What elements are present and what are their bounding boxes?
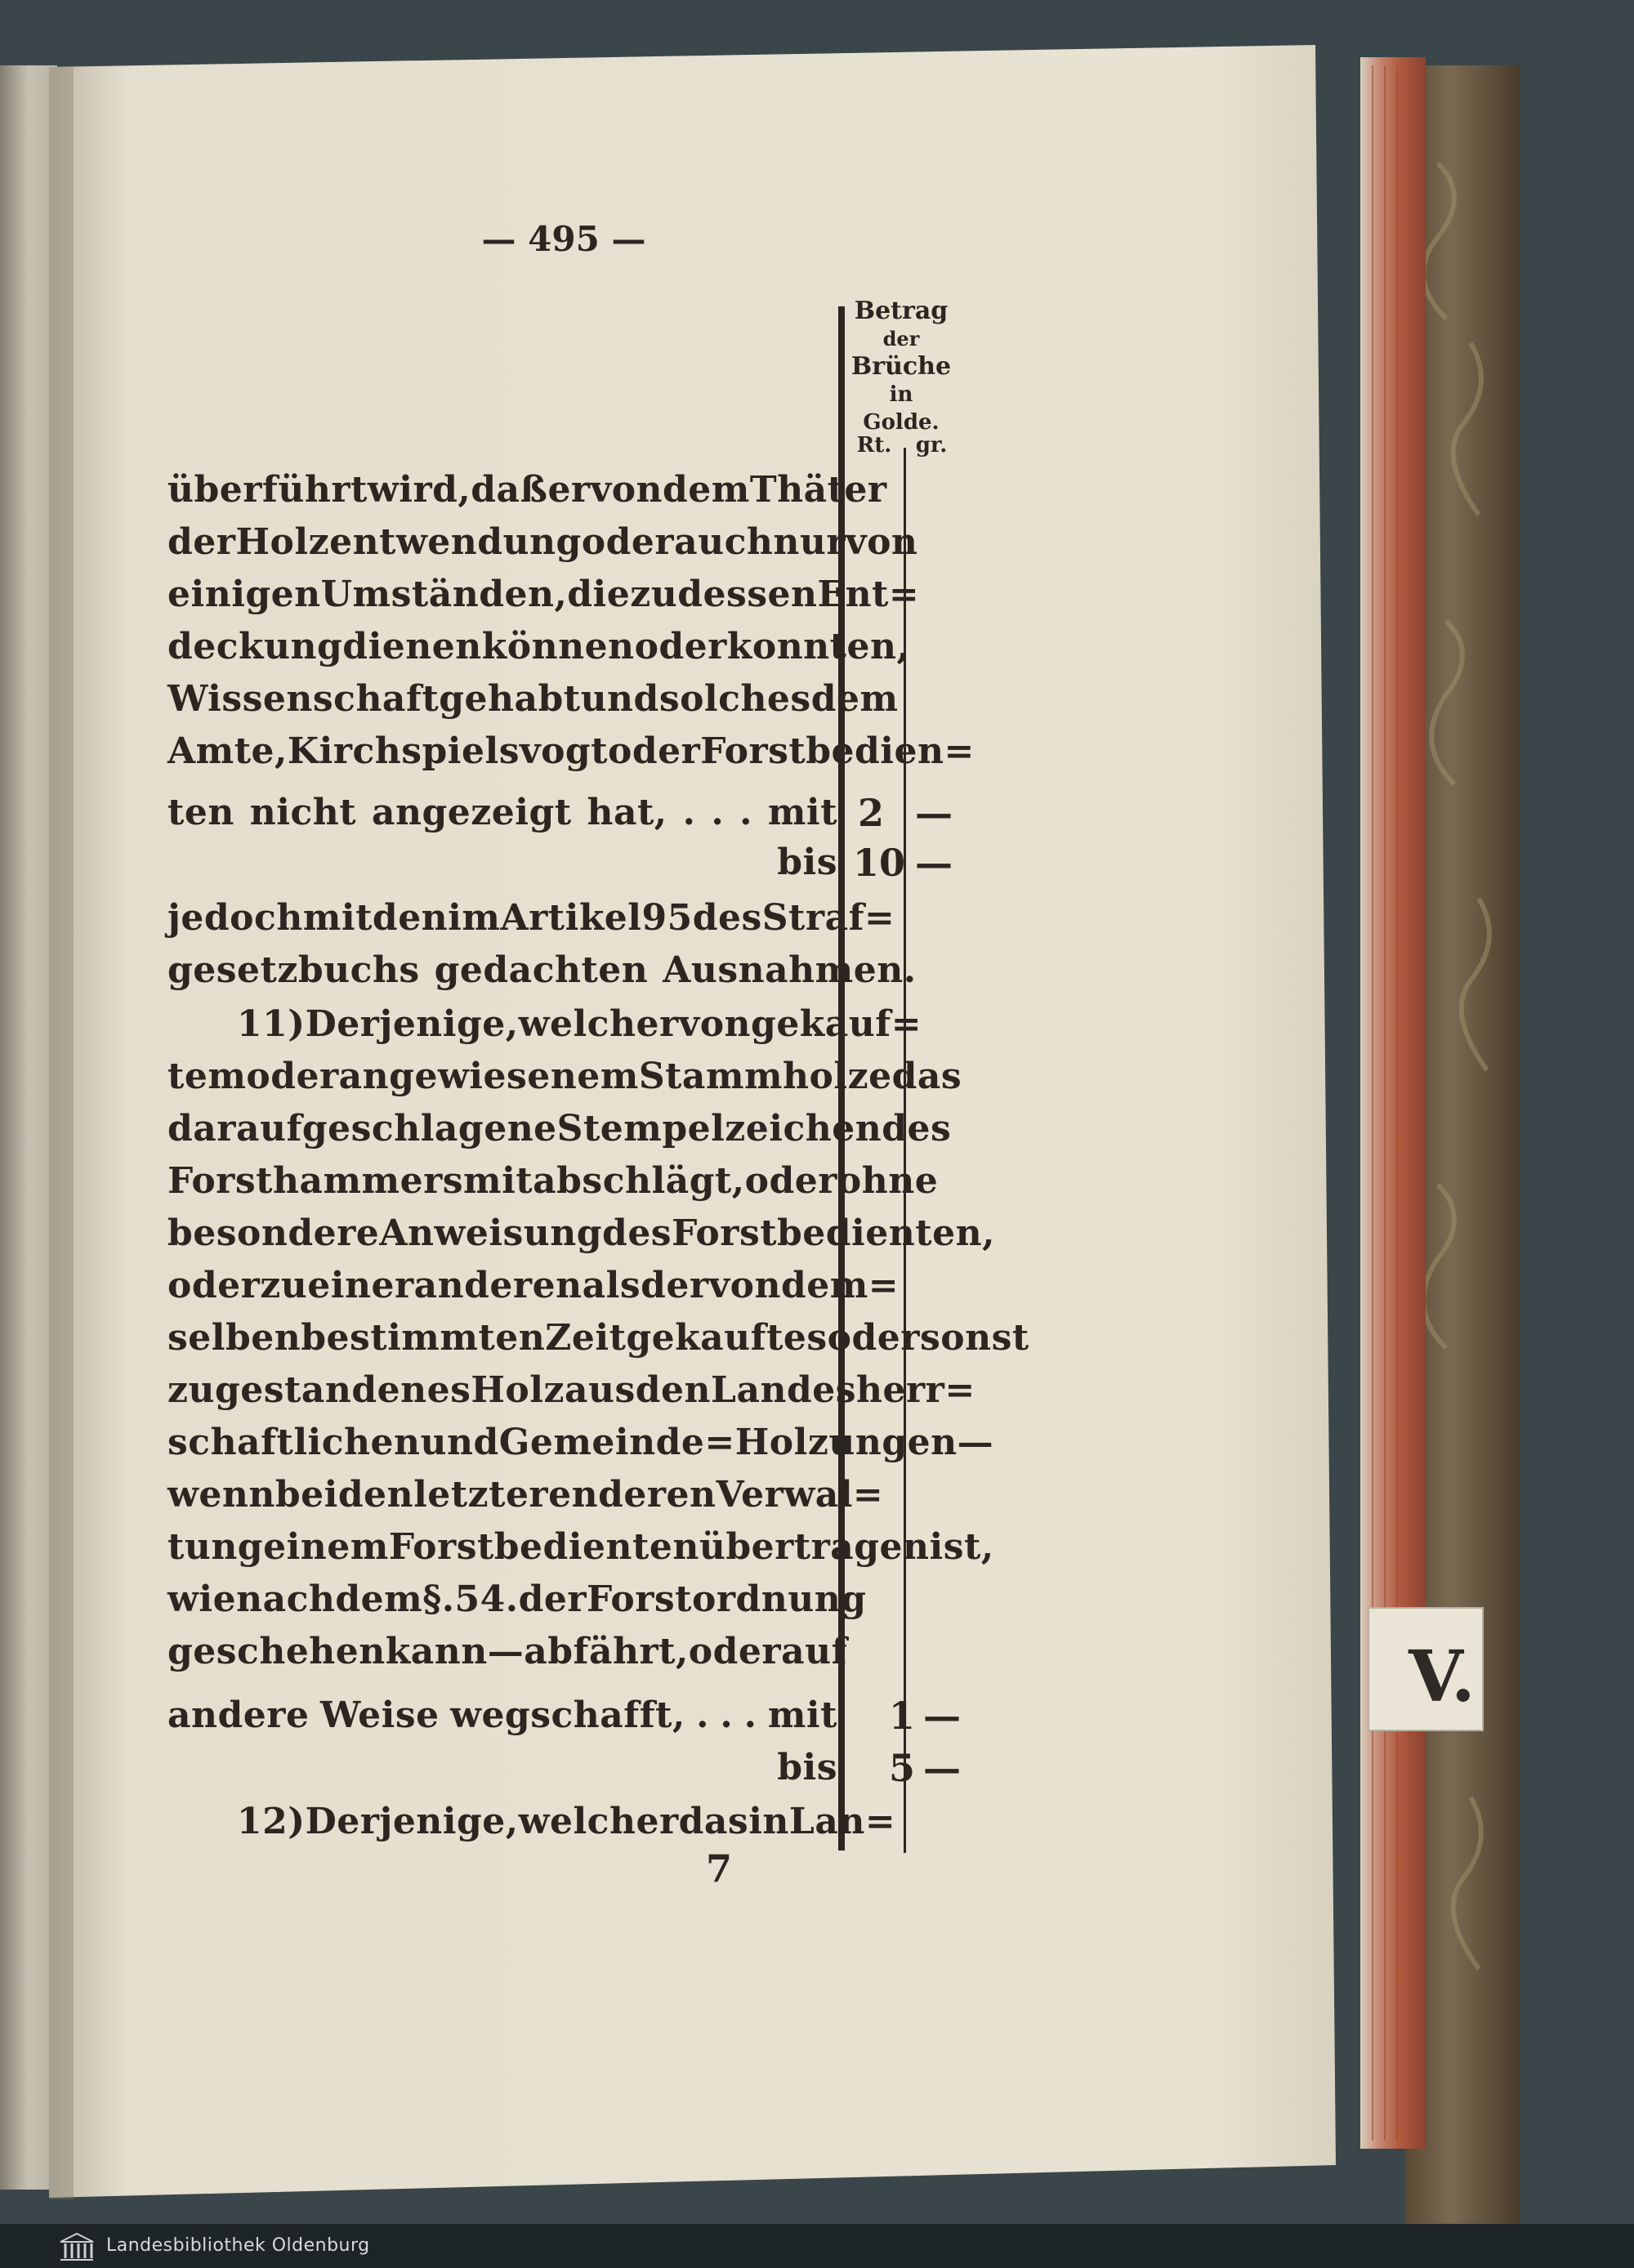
- word: dem: [335, 1578, 423, 1620]
- word: gekauf=: [751, 1003, 922, 1045]
- word: deren: [598, 1474, 717, 1516]
- word: oder: [744, 1160, 837, 1202]
- word: .: [743, 1694, 757, 1736]
- word: das: [678, 1801, 749, 1842]
- library-name: Landesbibliothek Oldenburg: [106, 2235, 370, 2256]
- library-logo-icon: [57, 2230, 96, 2263]
- amount-gr: —: [915, 791, 953, 835]
- word: hat,: [587, 792, 667, 833]
- word: zugestandenes: [167, 1369, 471, 1411]
- text-line: [167, 1469, 884, 1521]
- word: bei: [275, 1474, 338, 1516]
- word: Landesherr=: [711, 1369, 975, 1411]
- text-line: [167, 1051, 962, 1103]
- word: Derjenige,: [305, 1003, 519, 1045]
- text-line: [167, 1364, 975, 1417]
- word: Lan=: [788, 1801, 896, 1842]
- word: Derjenige,: [305, 1801, 519, 1842]
- word: des: [882, 1108, 952, 1150]
- word: als: [582, 1265, 641, 1306]
- word: gehabt: [439, 678, 581, 720]
- word: den: [372, 897, 449, 939]
- word: angezeigt: [372, 792, 572, 833]
- word: von: [846, 521, 918, 563]
- word: das: [891, 1056, 962, 1097]
- word: des: [602, 1212, 672, 1254]
- word: anderen: [413, 1265, 583, 1306]
- word: in: [748, 1801, 789, 1842]
- column-title: [848, 297, 954, 436]
- word: bis: [777, 1747, 837, 1788]
- word: oder: [246, 1056, 339, 1097]
- word: Umständen,: [320, 574, 568, 615]
- word: bis: [777, 842, 837, 883]
- word: des: [692, 897, 762, 939]
- text-line: [167, 516, 918, 569]
- word: er: [547, 469, 591, 511]
- text-line: [167, 1690, 837, 1742]
- text-line: [167, 787, 837, 839]
- word: dessen: [677, 574, 818, 615]
- word: aus: [564, 1369, 636, 1411]
- text-line: [167, 1260, 900, 1312]
- word: zu: [260, 1265, 308, 1306]
- word: abschlägt,: [533, 1160, 745, 1202]
- word: Holz: [471, 1369, 565, 1411]
- word: der: [518, 1578, 587, 1620]
- word: .: [711, 792, 725, 833]
- word: oder: [688, 1631, 782, 1672]
- word: der: [641, 1265, 709, 1306]
- amount-gr: —: [923, 1694, 961, 1738]
- word: andere: [167, 1694, 310, 1736]
- word: Gemeinde=Holzungen: [498, 1422, 958, 1463]
- word: und: [420, 1422, 499, 1463]
- word: die: [567, 574, 631, 615]
- word: oder: [167, 1265, 261, 1306]
- word: schaftlichen: [167, 1422, 421, 1463]
- text-line: [167, 1417, 994, 1469]
- word: nur: [773, 521, 846, 563]
- word: abfährt,: [524, 1631, 689, 1672]
- word: 11): [237, 1003, 306, 1045]
- word: angewiesenem: [338, 1056, 639, 1097]
- text-line: [167, 464, 887, 516]
- word: geschehen: [167, 1631, 386, 1672]
- word: nicht: [249, 792, 357, 833]
- word: Holzentwendung: [235, 521, 582, 563]
- text-line: [167, 837, 837, 889]
- word: dem=: [780, 1265, 900, 1306]
- amount-rt: 1: [889, 1694, 916, 1738]
- word: solches: [659, 678, 811, 720]
- word: und: [580, 678, 659, 720]
- word: Amte,: [167, 730, 288, 772]
- word: besondere: [167, 1212, 380, 1254]
- word: bestimmten: [301, 1317, 546, 1359]
- word: Wissenschaft: [167, 678, 440, 720]
- word: kann: [385, 1631, 488, 1672]
- word: .: [696, 1694, 709, 1736]
- word: Ausnahmen.: [663, 949, 917, 991]
- word: mit: [463, 1160, 534, 1202]
- word: mit: [767, 792, 837, 833]
- word: 12): [237, 1801, 306, 1842]
- text-line: [237, 1796, 896, 1848]
- word: Kirchspielsvogt: [287, 730, 608, 772]
- word: —: [487, 1631, 525, 1672]
- word: oder: [581, 521, 675, 563]
- word: Forstbedienten: [388, 1526, 699, 1568]
- word: tem: [167, 1056, 247, 1097]
- column-gr-header: gr.: [915, 433, 948, 458]
- column-rt-header: Rt.: [856, 433, 892, 458]
- text-line: [167, 673, 899, 725]
- text-line: [167, 569, 920, 621]
- word: auf: [781, 1631, 848, 1672]
- word: den: [635, 1369, 712, 1411]
- word: mit: [302, 897, 373, 939]
- text-line: [237, 998, 922, 1051]
- column-title-line: der: [882, 327, 920, 350]
- text-line: [167, 892, 895, 944]
- word: gekauftes: [626, 1317, 828, 1359]
- text-line: [167, 621, 910, 673]
- text-line: [167, 1312, 1029, 1364]
- word: den: [337, 1474, 414, 1516]
- word: .: [682, 792, 696, 833]
- word: dem: [663, 469, 750, 511]
- text-line: [167, 1208, 995, 1260]
- word: von: [708, 1265, 781, 1306]
- text-line: [167, 1103, 952, 1155]
- word: gedachten: [434, 949, 649, 991]
- text-line: [167, 1742, 837, 1794]
- word: auch: [674, 521, 774, 563]
- word: ist,: [929, 1526, 994, 1568]
- word: überführt: [167, 469, 368, 511]
- word: §.: [422, 1578, 455, 1620]
- word: von: [590, 469, 663, 511]
- word: zu: [630, 574, 678, 615]
- word: welcher: [518, 1003, 679, 1045]
- word: einer: [307, 1265, 414, 1306]
- word: Ent=: [817, 574, 920, 615]
- word: 95: [641, 897, 693, 939]
- column-title-line: Brüche: [850, 352, 952, 381]
- word: dienen: [342, 626, 482, 667]
- word: können: [481, 626, 635, 667]
- amount-rt: 5: [889, 1746, 916, 1790]
- amount-gr: —: [915, 841, 953, 885]
- text-line: [167, 1626, 848, 1678]
- catchword: 7: [705, 1846, 732, 1891]
- word: ten: [167, 792, 234, 833]
- text-line: [167, 944, 917, 997]
- word: daß: [471, 469, 548, 511]
- word: oder: [827, 1317, 920, 1359]
- amount-rt: 2: [858, 791, 885, 835]
- word: Artikel: [500, 897, 642, 939]
- word: Forsthammers: [167, 1160, 464, 1202]
- amount-gr: —: [923, 1746, 961, 1790]
- word: Forstbedien=: [700, 730, 975, 772]
- word: mit: [767, 1694, 837, 1736]
- word: nach: [236, 1578, 336, 1620]
- word: Zeit: [545, 1317, 627, 1359]
- word: Anweisung: [379, 1212, 603, 1254]
- word: wenn: [167, 1474, 275, 1516]
- word: oder: [608, 730, 701, 772]
- word: wie: [167, 1578, 237, 1620]
- word: .: [739, 792, 752, 833]
- page-number: — 495 —: [481, 219, 646, 259]
- word: geschlagene: [301, 1108, 557, 1150]
- amount-rt: 10: [853, 841, 906, 885]
- word: Stempelzeichen: [556, 1108, 882, 1150]
- word: gesetzbuchs: [167, 949, 420, 991]
- word: konnten,: [726, 626, 910, 667]
- word: tung: [167, 1526, 264, 1568]
- column-title-line: in Golde.: [863, 382, 940, 435]
- word: darauf: [167, 1108, 302, 1150]
- word: dem: [810, 678, 899, 720]
- word: wegschafft,: [450, 1694, 685, 1736]
- word: Verwal=: [716, 1474, 884, 1516]
- word: welcher: [518, 1801, 679, 1842]
- word: 54.: [454, 1578, 519, 1620]
- word: der: [167, 521, 236, 563]
- word: ohne: [837, 1160, 939, 1202]
- word: einigen: [167, 574, 321, 615]
- word: Forstbedienten,: [672, 1212, 995, 1254]
- word: sonst: [919, 1317, 1029, 1359]
- text-line: [167, 1574, 867, 1626]
- word: selben: [167, 1317, 301, 1359]
- word: übertragen: [699, 1526, 930, 1568]
- word: oder: [634, 626, 727, 667]
- word: Thäter: [749, 469, 887, 511]
- word: Stammholze: [638, 1056, 892, 1097]
- text-line: [167, 1155, 939, 1208]
- word: einem: [263, 1526, 389, 1568]
- word: .: [720, 1694, 734, 1736]
- volume-tab-label: V.: [1409, 1636, 1476, 1718]
- word: —: [957, 1422, 994, 1463]
- word: wird,: [367, 469, 471, 511]
- word: deckung: [167, 626, 343, 667]
- word: Forstordnung: [587, 1578, 867, 1620]
- word: letzteren: [413, 1474, 599, 1516]
- text-line: [167, 1521, 994, 1574]
- text-line: [167, 725, 975, 778]
- word: Straf=: [761, 897, 895, 939]
- column-title-line: Betrag: [854, 297, 949, 325]
- word: Weise: [319, 1694, 440, 1736]
- word: von: [678, 1003, 752, 1045]
- word: jedoch: [167, 897, 303, 939]
- word: im: [448, 897, 501, 939]
